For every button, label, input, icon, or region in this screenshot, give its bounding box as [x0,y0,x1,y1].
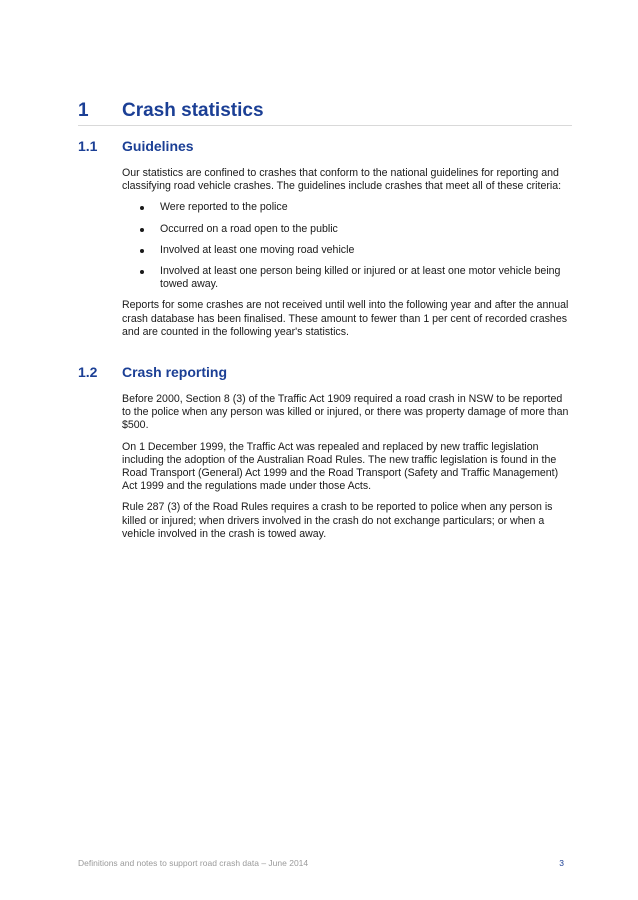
criteria-text: Involved at least one moving road vehicle [160,243,355,256]
guidelines-closing-paragraph: Reports for some crashes are not received until well into the following year and after the annual crash database has been finalised. These amount to fewer than 1 per cent of recorded crashes and are counted in the following year's statistics. [122,299,569,338]
crash-reporting-body [122,393,574,549]
body-paragraph: On 1 December 1999, the Traffic Act was repealed and replaced by new traffic legislation including the adoption of the Australian Road Rules. The new traffic legislation is found in the Road Transport (General) Act 1999 and the Road Transport (Safety and Traffic Management) Act 1999 and the regulations made under those Acts. [122,440,559,493]
criteria-list-item [122,244,574,257]
bullet-icon [140,249,144,253]
subsection-title: Crash reporting [122,364,228,380]
criteria-list [122,201,574,291]
guidelines-intro-paragraph: Our statistics are confined to crashes that conform to the national guidelines for reporting and classifying road vehicle crashes. The guidelines include crashes that meet all of these criteria: [122,167,562,193]
page-footer [78,857,564,869]
guidelines-body [122,167,574,347]
criteria-text: Occurred on a road open to the public [160,222,338,235]
subsection-number: 1.1 [78,138,98,154]
criteria-list-item [122,265,574,291]
bullet-icon [140,270,144,274]
subsection-number: 1.2 [78,364,98,380]
body-paragraph: Rule 287 (3) of the Road Rules requires a crash to be reported to police when any person is killed or injured; when drivers involved in the crash do not exchange particulars; or when a vehicle involved in the crash is towed away. [122,501,553,540]
criteria-list-item [122,201,574,214]
section-heading-crash-statistics [78,99,572,126]
body-paragraph: Before 2000, Section 8 (3) of the Traffic Act 1909 required a road crash in NSW to be reported to the police when any person was killed or injured, or there was property damage of more than $500. [122,393,569,432]
criteria-text: Were reported to the police [160,201,288,214]
subsection-title: Guidelines [122,138,194,154]
footer-text: Definitions and notes to support road crash data – June 2014 [78,858,309,868]
criteria-text: Involved at least one person being killed or injured or at least one motor vehicle being towed away. [160,265,561,291]
section-title: Crash statistics [122,100,264,121]
page-number: 3 [559,858,564,868]
criteria-list-item [122,223,574,236]
bullet-icon [140,228,144,232]
bullet-icon [140,206,144,210]
section-number: 1 [78,100,89,121]
